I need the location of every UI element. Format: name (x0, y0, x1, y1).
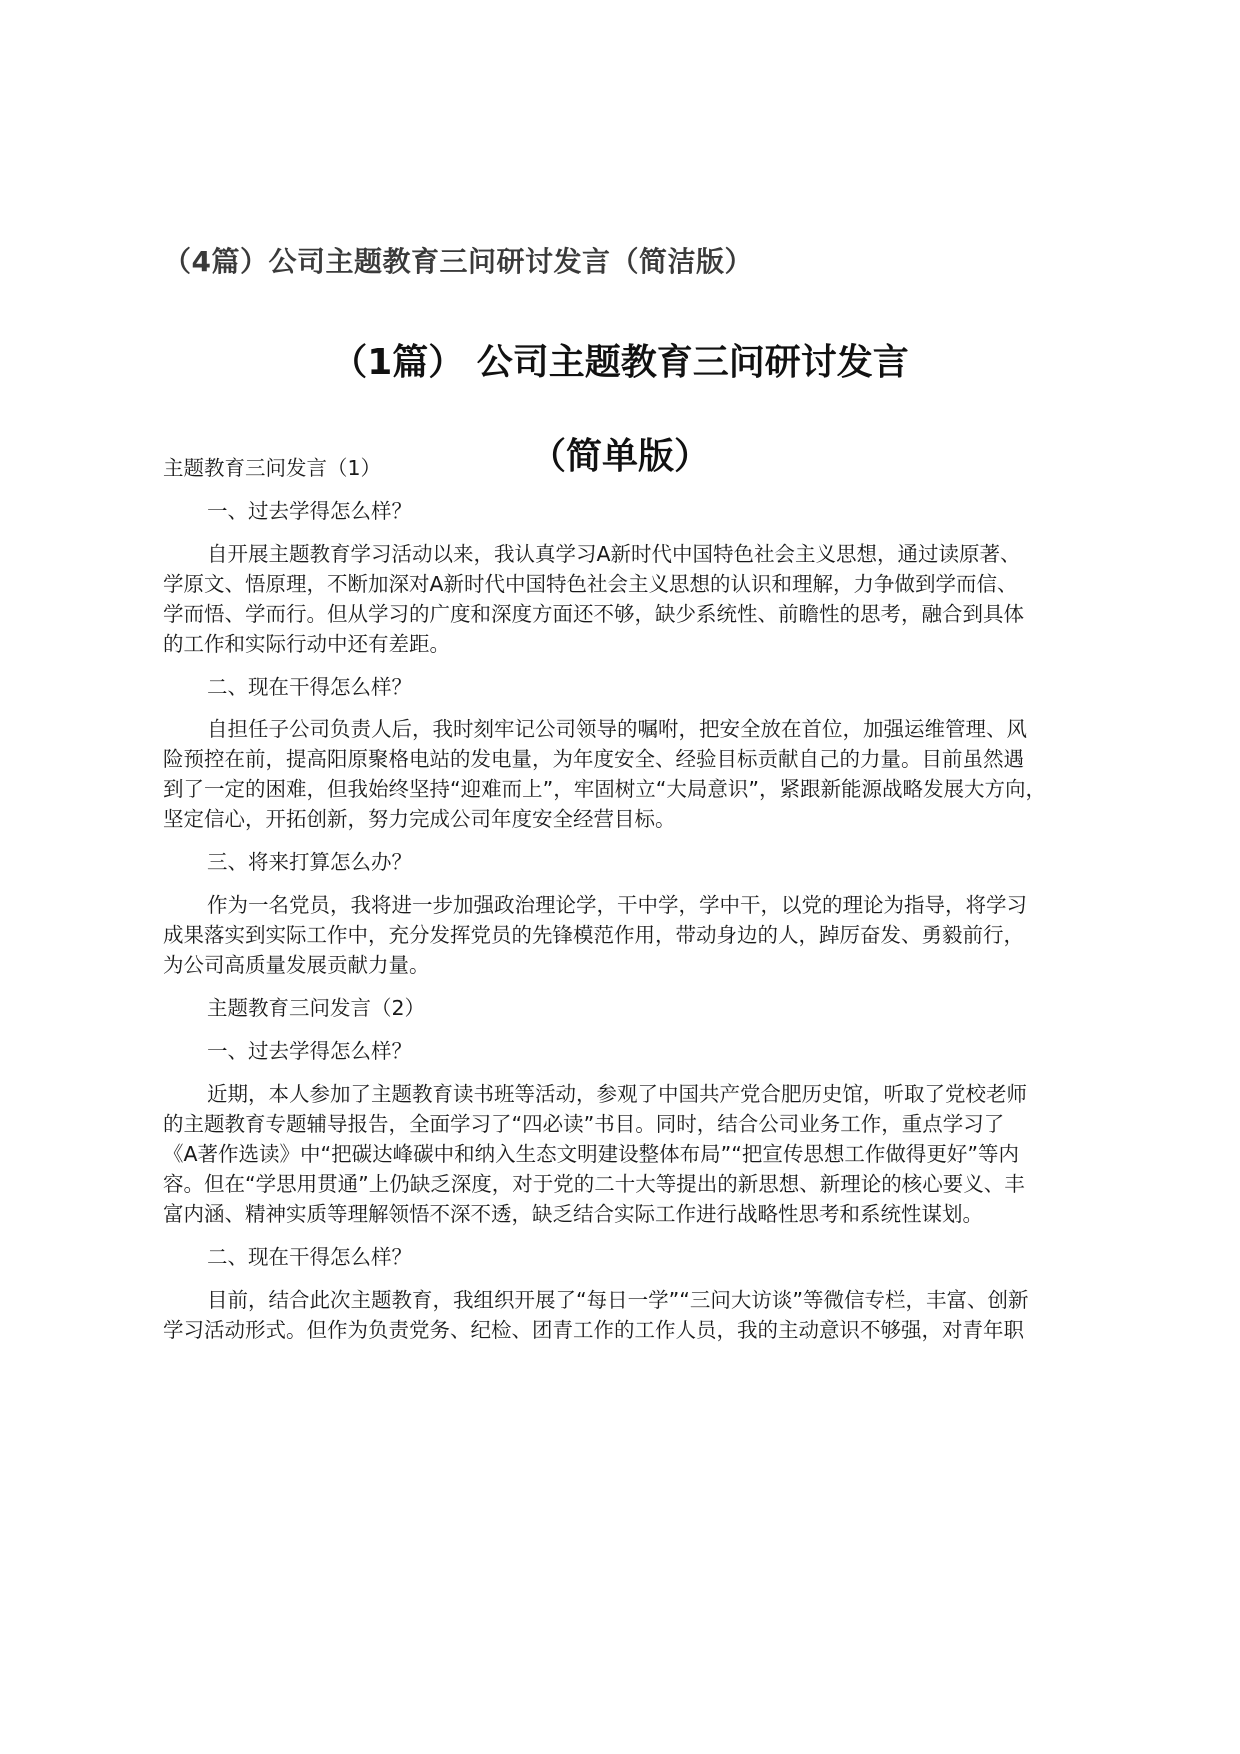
question-heading: 二、现在干得怎么样？ (207, 675, 412, 699)
paragraph-line: 的主题教育专题辅导报告，全面学习了“四必读”书目。同时，结合公司业务工作，重点学习了 (163, 1112, 1005, 1136)
paragraph-line: 容。但在“学思用贯通”上仍缺乏深度，对于党的二十大等提出的新思想、新理论的核心要义、丰 (163, 1172, 1025, 1196)
paragraph-line: 自开展主题教育学习活动以来，我认真学习A新时代中国特色社会主义思想，通过读原著、 (207, 542, 1021, 566)
paragraph-line: 近期，本人参加了主题教育读书班等活动，参观了中国共产党合肥历史馆，听取了党校老师 (207, 1082, 1027, 1106)
question-heading: 一、过去学得怎么样？ (207, 499, 412, 523)
question-heading: 二、现在干得怎么样？ (207, 1245, 412, 1269)
paragraph-line: 目前，结合此次主题教育，我组织开展了“每日一学”“三问大访谈”等微信专栏，丰富、创新 (207, 1288, 1029, 1312)
paragraph-line: 主题教育三问发言（1） (163, 456, 382, 480)
paragraph-line: 成果落实到实际工作中，充分发挥党员的先锋模范作用，带动身边的人，踔厉奋发、勇毅前行， (163, 923, 1024, 947)
document-title: （4篇）公司主题教育三问研讨发言（简洁版） (163, 245, 753, 278)
paragraph-line: 险预控在前，提高阳原聚格电站的发电量，为年度安全、经验目标贡献自己的力量。目前虽然遇 (163, 747, 1024, 771)
paragraph-line: 《A著作选读》中“把碳达峰碳中和纳入生态文明建设整体布局”“把宣传思想工作做得更好”等内 (163, 1142, 1020, 1166)
question-heading: 三、将来打算怎么办？ (207, 850, 412, 874)
paragraph-line: 为公司高质量发展贡献力量。 (163, 953, 430, 977)
paragraph-line: 富内涵、精神实质等理解领悟不深不透，缺乏结合实际工作进行战略性思考和系统性谋划。 (163, 1202, 983, 1226)
section-heading: （1篇） 公司主题教育三问研讨发言 (331, 342, 909, 383)
paragraph-line: 坚定信心，开拓创新，努力完成公司年度安全经营目标。 (163, 807, 676, 831)
paragraph-line: 学而悟、学而行。但从学习的广度和深度方面还不够，缺少系统性、前瞻性的思考，融合到具体 (163, 602, 1024, 626)
speech-heading: 主题教育三问发言（2） (207, 996, 426, 1020)
paragraph-line: 学习活动形式。但作为负责党务、纪检、团青工作的工作人员，我的主动意识不够强，对青年职 (163, 1318, 1024, 1342)
paragraph-line: 作为一名党员，我将进一步加强政治理论学，干中学，学中干，以党的理论为指导，将学习 (207, 893, 1027, 917)
paragraph-line: 到了一定的困难，但我始终坚持“迎难而上”，牢固树立“大局意识”，紧跟新能源战略发展大方向， (163, 777, 1046, 801)
paragraph-line: 的工作和实际行动中还有差距。 (163, 632, 450, 656)
paragraph-line: 自担任子公司负责人后，我时刻牢记公司领导的嘱咐，把安全放在首位，加强运维管理、风 (207, 717, 1027, 741)
paragraph-line: 学原文、悟原理，不断加深对A新时代中国特色社会主义思想的认识和理解，力争做到学而信、 (163, 572, 1018, 596)
section-heading-subtitle: （简单版） (529, 436, 710, 477)
question-heading: 一、过去学得怎么样？ (207, 1039, 412, 1063)
